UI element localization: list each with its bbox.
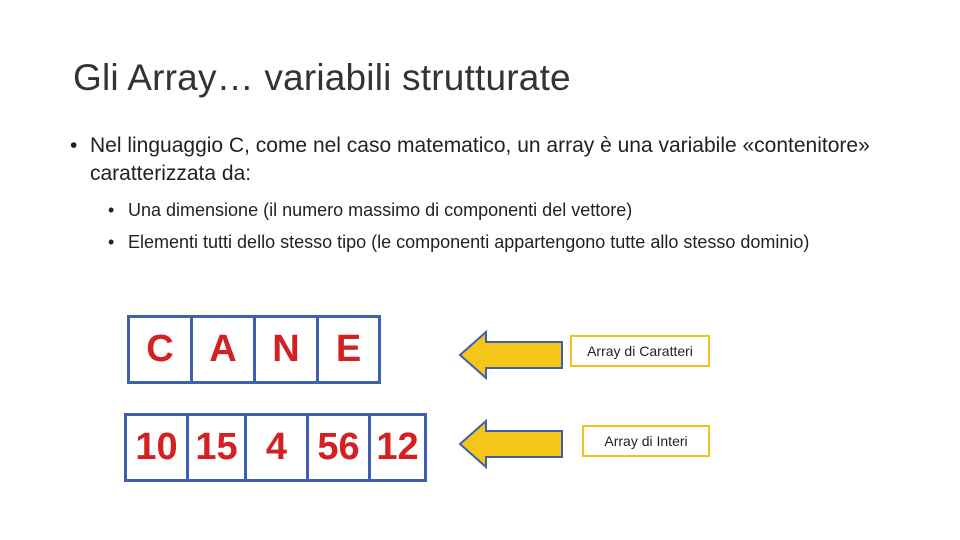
array-cell: N (256, 318, 319, 381)
array-cell: 10 (127, 416, 189, 479)
array-cell: A (193, 318, 256, 381)
array-cell: E (335, 328, 362, 370)
bullet-marker: • (108, 232, 115, 252)
int-array-label: Array di Interi (582, 425, 710, 457)
sub-bullet-text: Elementi tutti dello stesso tipo (le componenti appartengono tutte allo stesso dominio) (128, 232, 810, 252)
left-arrow-icon (458, 330, 564, 380)
array-cell: C (130, 318, 193, 381)
array-cell: 4 (247, 416, 309, 479)
array-cell: 12 (376, 426, 419, 468)
array-cell: 56 (309, 416, 371, 479)
bullet-marker: • (70, 134, 78, 157)
array-cell: 15 (189, 416, 247, 479)
char-array-label: Array di Caratteri (570, 335, 710, 367)
sub-bullet-dimension (108, 198, 908, 222)
slide-title: Gli Array… variabili strutturate (73, 57, 571, 98)
left-arrow-icon (458, 419, 564, 469)
char-array (127, 315, 381, 384)
sub-bullet-text: Una dimensione (il numero massimo di componenti del vettore) (128, 200, 633, 220)
main-bullet-text: Nel linguaggio C, come nel caso matematico, un array è una variabile «contenitore» caratterizzata da: (90, 134, 870, 185)
main-bullet (70, 132, 900, 188)
sub-bullet-type (108, 230, 908, 254)
bullet-marker: • (108, 200, 115, 220)
int-array (124, 413, 427, 482)
